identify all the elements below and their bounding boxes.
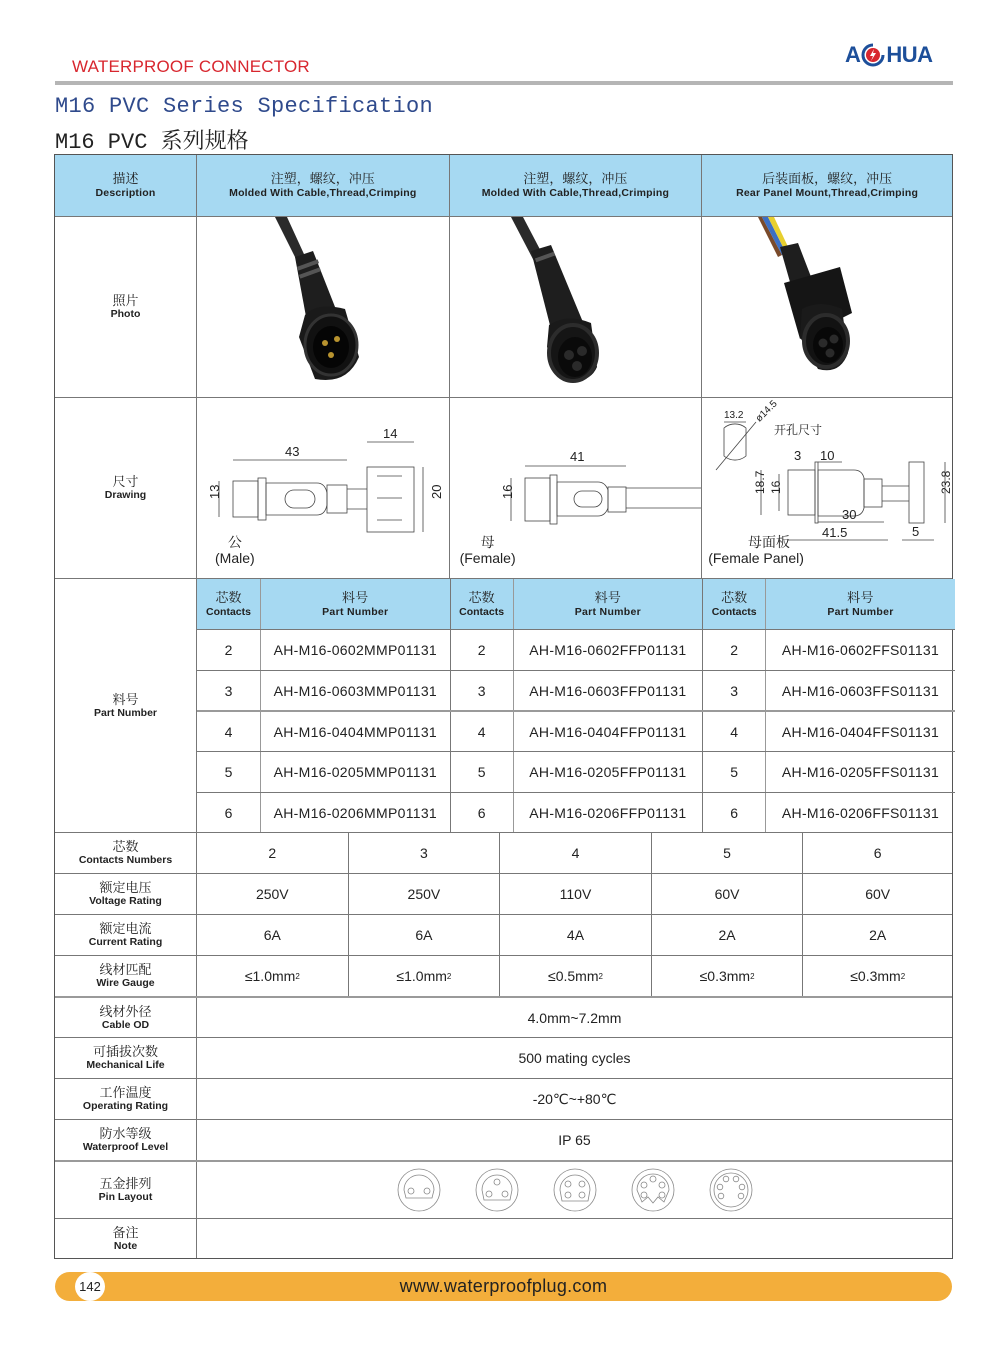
gauge-text: ≤0.5mm (548, 968, 599, 985)
caption-cn: 母 (480, 534, 495, 550)
operating-rating-row (55, 1078, 952, 1119)
pin-layout-3-icon (474, 1167, 520, 1213)
contacts-cell: 6 (450, 793, 513, 833)
label-cn: 额定电流 (99, 921, 152, 937)
cable-od-label (55, 998, 196, 1037)
wire-gauge-value (651, 956, 803, 996)
page-title-en: M16 PVC Series Specification (55, 94, 434, 119)
header-cn: 料号 (341, 589, 369, 605)
svg-text:13: 13 (207, 484, 222, 499)
operating-temp-value: -20℃~+80℃ (196, 1079, 952, 1119)
svg-text:43: 43 (285, 444, 300, 459)
header-en: Molded With Cable,Thread,Crimping (229, 187, 417, 199)
label-cn: 线材外径 (99, 1003, 152, 1019)
contacts-numbers-row (55, 832, 952, 873)
header-en: Contacts (711, 605, 757, 618)
unit-superscript: 2 (446, 971, 452, 981)
header-en: Part Number (574, 605, 642, 618)
header-en: Molded With Cable,Thread,Crimping (481, 187, 670, 199)
male-part-number: AH-M16-0404MMP01131 (260, 712, 450, 751)
contacts-value: 2 (196, 833, 348, 873)
svg-text:20: 20 (429, 484, 444, 499)
female-part-number: AH-M16-0205FFP01131 (513, 752, 703, 792)
header-cn: 注塑，螺纹，冲压 (270, 171, 375, 186)
male-part-number: AH-M16-0602MMP01131 (260, 630, 450, 670)
contacts-cell: 5 (450, 752, 513, 792)
contacts-cell: 6 (702, 793, 765, 833)
label-en: Voltage Rating (89, 895, 162, 908)
label-en: Note (113, 1239, 138, 1252)
svg-text:开孔尺寸: 开孔尺寸 (774, 423, 823, 437)
gauge-text: ≤0.3mm (699, 968, 751, 985)
part-number-table (196, 579, 955, 832)
caption-en: (Male) (215, 550, 255, 566)
unit-superscript: 2 (295, 971, 300, 981)
label-en: Pin Layout (98, 1191, 153, 1204)
logo-text-hua: HUA (886, 42, 933, 67)
header-divider (55, 81, 953, 85)
header-male (196, 155, 449, 216)
unit-superscript: 2 (750, 971, 755, 981)
voltage-value: 110V (499, 874, 651, 914)
contacts-numbers-label (55, 833, 196, 873)
header-cn: 料号 (594, 589, 622, 605)
male-part-number: AH-M16-0603MMP01131 (260, 671, 450, 711)
contacts-value: 5 (651, 833, 803, 873)
spec-table (54, 154, 953, 1259)
current-rating-row (55, 914, 952, 955)
svg-text:14: 14 (383, 426, 398, 441)
wire-gauge-value (196, 956, 348, 996)
contacts-cell: 4 (702, 712, 765, 751)
label-cn: 额定电压 (99, 880, 152, 896)
table-row (197, 670, 955, 711)
female-drawing-caption (460, 534, 516, 566)
gauge-text: ≤1.0mm (244, 968, 296, 985)
header-en: Contacts (206, 605, 251, 618)
female-part-number: AH-M16-0206FFP01131 (513, 793, 703, 833)
label-cn: 芯数 (112, 839, 139, 855)
male-part-number: AH-M16-0205MMP01131 (260, 752, 450, 792)
label-cn: 照片 (112, 293, 139, 308)
page-title-cn: M16 PVC 系列规格 (55, 130, 249, 155)
panel-drawing-caption (708, 534, 804, 566)
part-number-header (197, 579, 955, 629)
description-label (55, 155, 196, 216)
logo-text-a: A (845, 42, 861, 67)
label-en: Operating Rating (82, 1100, 169, 1113)
section-title: WATERPROOF CONNECTOR (72, 57, 310, 76)
male-connector-photo (196, 217, 449, 397)
label-cn: 描述 (112, 171, 139, 186)
label-en: Contacts Numbers (78, 854, 173, 867)
label-en: Part Number (93, 706, 157, 719)
svg-text:3: 3 (794, 448, 802, 463)
unit-superscript: 2 (598, 971, 603, 981)
drawing-label (55, 398, 196, 578)
note-value (196, 1219, 952, 1258)
female-connector-photo (449, 217, 702, 397)
header-female (449, 155, 702, 216)
label-en: Wire Gauge (96, 977, 155, 990)
current-value: 6A (196, 915, 348, 955)
header-en: Part Number (827, 605, 894, 618)
operating-rating-label (55, 1079, 196, 1119)
label-cn: 备注 (112, 1224, 139, 1240)
female-part-number: AH-M16-0603FFP01131 (513, 671, 703, 711)
contacts-value: 6 (802, 833, 952, 873)
current-value: 4A (499, 915, 651, 955)
caption-en: (Female) (459, 550, 516, 566)
wire-gauge-value (348, 956, 500, 996)
female-connector-image (449, 217, 701, 397)
header-cn: 芯数 (468, 589, 495, 605)
svg-text:23.8: 23.8 (939, 470, 954, 494)
note-row (55, 1218, 952, 1258)
label-cn: 料号 (112, 691, 139, 707)
header-en: Rear Panel Mount,Thread,Crimping (736, 187, 919, 199)
drawing-row (55, 397, 952, 578)
voltage-value: 250V (348, 874, 500, 914)
contacts-header (702, 579, 765, 629)
caption-cn: 母面板 (748, 534, 791, 550)
svg-text:16: 16 (499, 484, 515, 499)
table-row (197, 792, 955, 833)
header-cn: 料号 (847, 589, 874, 605)
header-panel (701, 155, 952, 216)
label-cn: 防水等级 (99, 1126, 152, 1142)
pin-layout-5-icon (630, 1167, 676, 1213)
mechanical-life-value: 500 mating cycles (196, 1038, 952, 1078)
contacts-value: 4 (499, 833, 651, 873)
wire-gauge-value (499, 956, 651, 996)
contacts-cell: 4 (450, 712, 513, 751)
pin-layout-2-icon (396, 1167, 442, 1213)
photo-label (55, 217, 196, 397)
panel-part-number: AH-M16-0206FFS01131 (765, 793, 955, 833)
male-connector-image (197, 217, 449, 397)
voltage-value: 250V (196, 874, 348, 914)
label-cn: 工作温度 (99, 1085, 152, 1101)
contacts-header (450, 579, 513, 629)
description-row (55, 155, 952, 216)
header-cn: 后装面板，螺纹，冲压 (762, 171, 893, 186)
female-panel-connector-photo (701, 217, 954, 397)
header-cn: 芯数 (721, 589, 748, 605)
contacts-cell: 4 (224, 723, 233, 740)
label-cn: 线材匹配 (99, 962, 152, 978)
label-en: Drawing (104, 489, 147, 501)
current-rating-label (55, 915, 196, 955)
svg-text:41: 41 (569, 449, 585, 464)
label-cn: 五金排列 (99, 1176, 152, 1192)
label-en: Photo (110, 308, 141, 320)
label-en: Waterproof Level (82, 1141, 169, 1154)
part-number-label (55, 579, 196, 832)
pin-layout-4-icon (552, 1167, 598, 1213)
header-en: Contacts (459, 605, 505, 618)
current-value: 2A (802, 915, 952, 955)
gauge-text: ≤1.0mm (396, 968, 447, 985)
aohua-logo (845, 40, 933, 70)
female-part-number: AH-M16-0404FFP01131 (513, 712, 703, 751)
website-link[interactable]: www.waterproofplug.com (399, 1276, 608, 1296)
caption-cn: 公 (227, 534, 242, 550)
part-header (765, 579, 955, 629)
svg-text:ø14.5: ø14.5 (753, 398, 780, 425)
header-cn: 注塑，螺纹，冲压 (523, 171, 628, 186)
wire-gauge-label (55, 956, 196, 996)
pin-layout-6-icon (708, 1167, 754, 1213)
label-cn: 可插拔次数 (92, 1044, 158, 1060)
mechanical-life-row (55, 1037, 952, 1078)
contacts-cell: 5 (702, 752, 765, 792)
table-row (197, 751, 955, 792)
panel-drawing (701, 398, 952, 578)
voltage-value: 60V (651, 874, 803, 914)
label-cn: 尺寸 (112, 474, 139, 489)
svg-text:16: 16 (769, 480, 784, 494)
contacts-header (197, 579, 260, 629)
contacts-cell: 3 (224, 682, 233, 699)
panel-part-number: AH-M16-0404FFS01131 (765, 712, 955, 751)
contacts-cell: 2 (450, 630, 513, 670)
caption-en: (Female Panel) (708, 550, 804, 566)
photo-row (55, 216, 952, 397)
waterproof-level-row (55, 1119, 952, 1160)
svg-text:41.5: 41.5 (822, 525, 848, 540)
female-part-number: AH-M16-0602FFP01131 (513, 630, 703, 670)
part-header (513, 579, 703, 629)
contacts-cell: 6 (224, 804, 233, 821)
contacts-cell: 3 (450, 671, 513, 711)
mechanical-life-label (55, 1038, 196, 1078)
svg-text:13.2: 13.2 (724, 410, 744, 421)
panel-part-number: AH-M16-0205FFS01131 (765, 752, 955, 792)
table-row (197, 629, 955, 670)
header-cn: 芯数 (215, 589, 242, 605)
svg-text:30: 30 (842, 507, 857, 522)
gauge-text: ≤0.3mm (850, 968, 901, 985)
page-number: 142 (75, 1272, 105, 1301)
voltage-rating-row (55, 873, 952, 914)
voltage-rating-label (55, 874, 196, 914)
label-en: Mechanical Life (86, 1059, 165, 1072)
current-value: 2A (651, 915, 803, 955)
cable-od-row (55, 996, 952, 1037)
table-row (197, 710, 955, 751)
label-en: Cable OD (101, 1018, 150, 1031)
wire-gauge-value (802, 956, 952, 996)
contacts-cell: 2 (224, 641, 233, 658)
svg-text:18.7: 18.7 (753, 470, 768, 494)
panel-part-number: AH-M16-0603FFS01131 (765, 671, 955, 711)
lightning-logo-icon (861, 43, 885, 67)
contacts-cell: 2 (702, 630, 765, 670)
unit-superscript: 2 (900, 971, 906, 981)
male-drawing-caption (215, 534, 255, 566)
male-part-number: AH-M16-0206MMP01131 (260, 793, 450, 833)
pin-layout-diagrams (196, 1162, 952, 1218)
waterproof-level-label (55, 1120, 196, 1160)
footer-bar (55, 1272, 952, 1301)
label-en: Description (95, 187, 156, 199)
waterproof-level-value: IP 65 (196, 1120, 952, 1160)
svg-text:10: 10 (820, 448, 835, 463)
note-label (55, 1219, 196, 1258)
contacts-value: 3 (348, 833, 500, 873)
panel-part-number: AH-M16-0602FFS01131 (765, 630, 955, 670)
female-drawing (449, 398, 702, 578)
male-drawing (196, 398, 449, 578)
female-panel-connector-image (702, 217, 954, 397)
voltage-value: 60V (802, 874, 952, 914)
contacts-cell: 3 (702, 671, 765, 711)
wire-gauge-row (55, 955, 952, 996)
part-header (260, 579, 450, 629)
part-number-block (55, 578, 952, 832)
label-en: Current Rating (88, 936, 163, 949)
contacts-cell: 5 (224, 763, 233, 780)
header-en: Part Number (322, 605, 389, 618)
svg-text:5: 5 (912, 524, 920, 539)
cable-od-value: 4.0mm~7.2mm (196, 998, 952, 1037)
current-value: 6A (348, 915, 500, 955)
pin-layout-row (55, 1160, 952, 1218)
pin-layout-label (55, 1162, 196, 1218)
